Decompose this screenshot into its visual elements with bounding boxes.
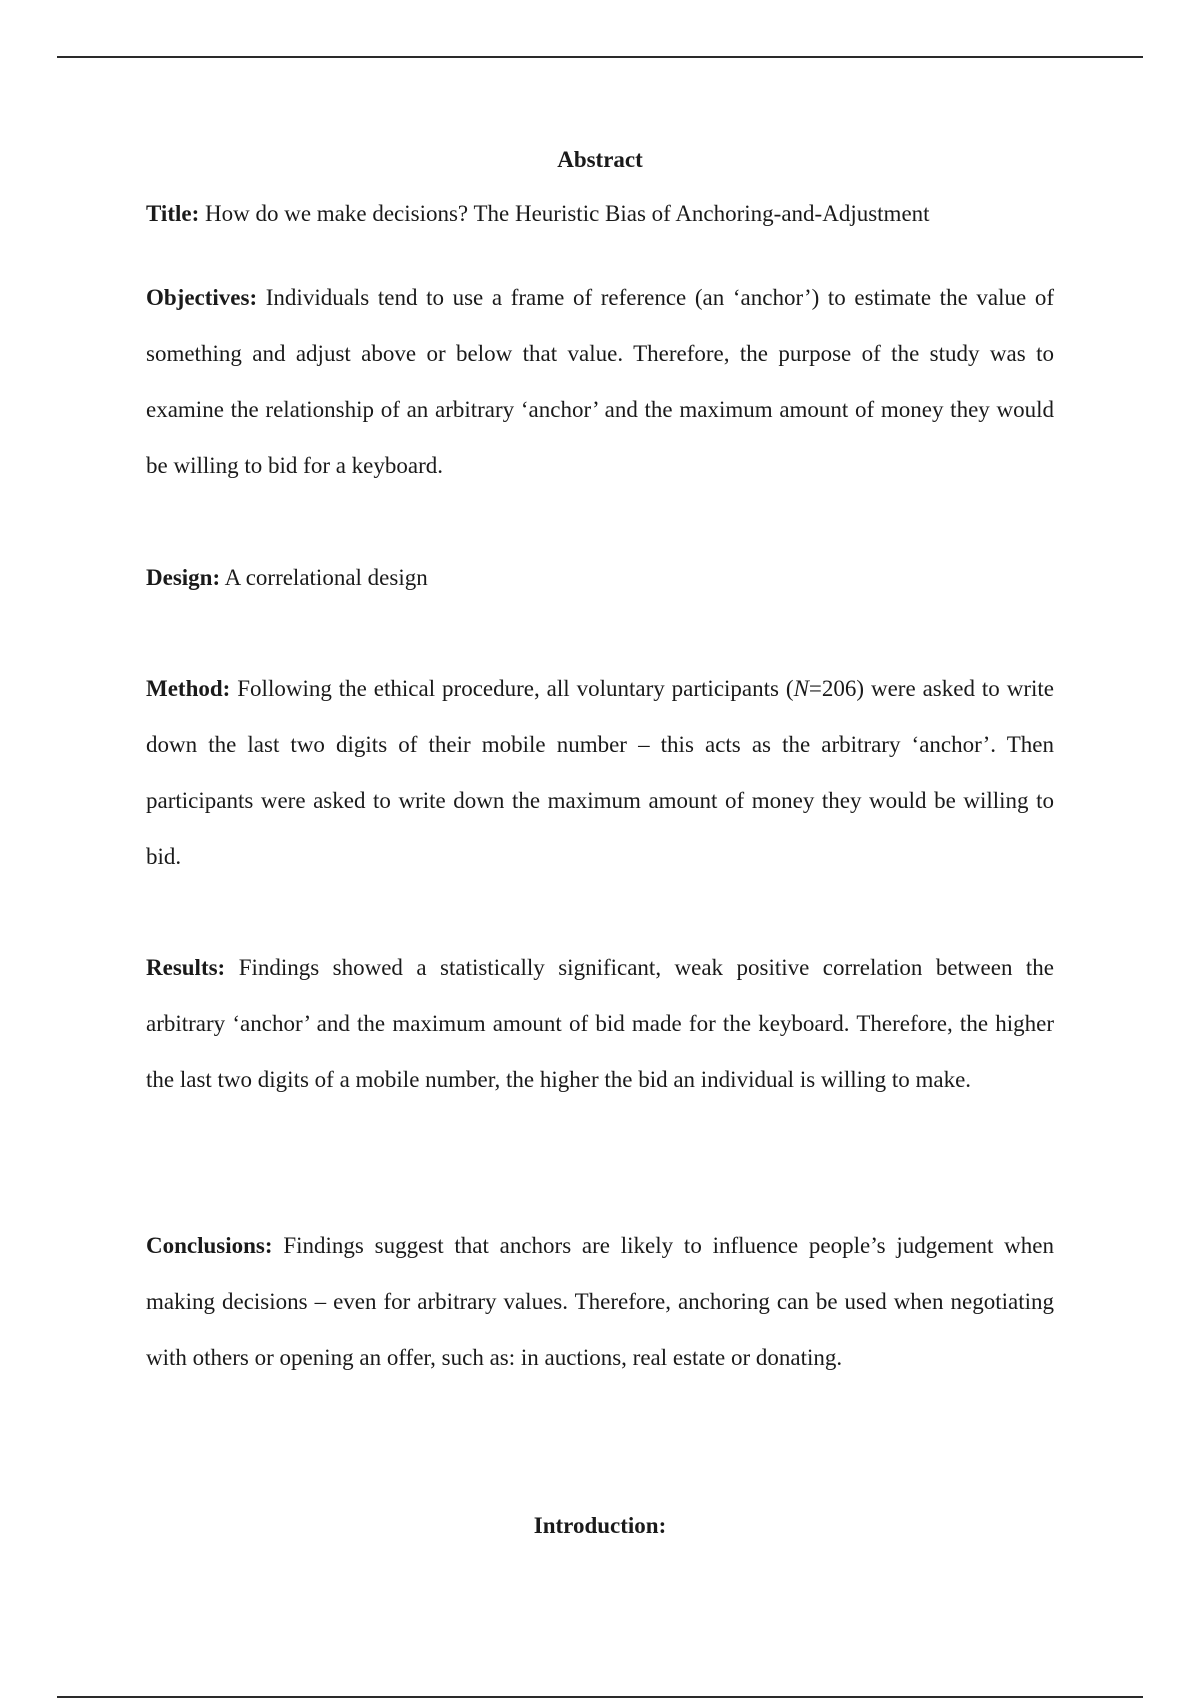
objectives-label: Objectives:	[146, 285, 258, 310]
design-label: Design:	[146, 565, 221, 590]
design-paragraph	[146, 550, 1054, 606]
conclusions-text: Findings suggest that anchors are likely to influence people’s judgement when making decisions – even for arbitrary values. Therefore, anchoring can be used when negotiating with others or opening an offer, such as: in auctions, real estate or donating.	[146, 1233, 1055, 1370]
method-text-after-n: =206) were asked to write down the last two digits of their mobile number – this acts as the arbitrary ‘anchor’. Then participants were asked to write down the maximum amount of money they would be willing to bid.	[146, 676, 1054, 869]
method-label: Method:	[146, 676, 231, 701]
conclusions-label: Conclusions:	[146, 1233, 273, 1258]
objectives-text: Individuals tend to use a frame of reference (an ‘anchor’) to estimate the value of something and adjust above or below that value. Therefore, the purpose of the study was to examine the relationship of an arbitrary ‘anchor’ and the maximum amount of money they would be willing to bid for a keyboard.	[146, 285, 1054, 478]
results-text: Findings showed a statistically significant, weak positive correlation between the arbitrary ‘anchor’ and the maximum amount of bid made for the keyboard. Therefore, the higher the last two digits of a mobile number, the higher the bid an individual is willing to make.	[146, 955, 1054, 1092]
results-paragraph	[146, 940, 1054, 1108]
results-label: Results:	[146, 955, 226, 980]
introduction-heading: Introduction:	[533, 1513, 667, 1538]
abstract-heading: Abstract	[557, 147, 643, 172]
title-label: Title:	[146, 201, 200, 226]
bottom-rule	[57, 1696, 1143, 1698]
conclusions-paragraph	[146, 1218, 1054, 1386]
top-rule	[57, 56, 1143, 58]
method-text-before-n: Following the ethical procedure, all voluntary participants (	[237, 676, 794, 701]
title-paragraph	[146, 186, 1054, 242]
method-paragraph	[146, 661, 1054, 885]
title-text: How do we make decisions? The Heuristic Bias of Anchoring-and-Adjustment	[204, 201, 930, 226]
method-n-symbol: N	[793, 676, 809, 701]
design-text: A correlational design	[224, 565, 428, 590]
objectives-paragraph	[146, 270, 1054, 494]
